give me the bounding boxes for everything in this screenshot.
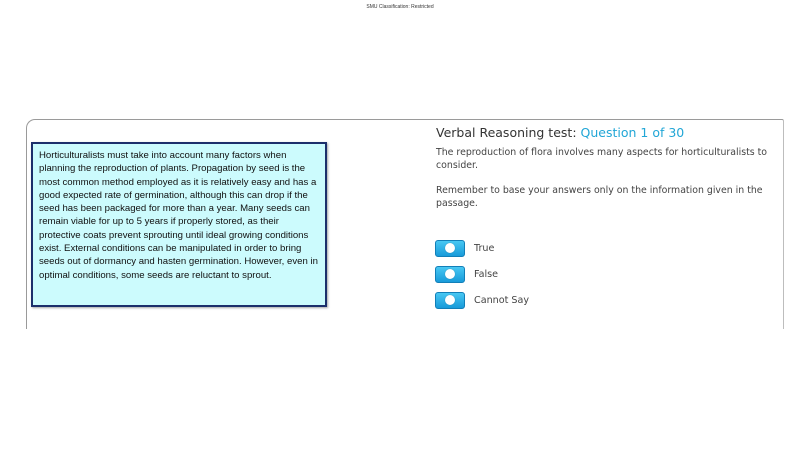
classification-label: SMU Classification: Restricted	[366, 4, 434, 10]
answer-option-cannot-say[interactable]	[435, 291, 529, 309]
radio-circle-icon	[445, 269, 455, 279]
question-number: Question 1 of 30	[580, 125, 685, 140]
radio-circle-icon	[445, 243, 455, 253]
question-statement: The reproduction of flora involves many aspects for horticulturalists to consider.	[436, 147, 768, 171]
reading-passage: Horticulturalists must take into account many factors when planning the reproduction of plants. Propagation by seed is the most common method employed as it is relatively easy and has a good expected rate of germination, although this can drop if the seed has been packaged for more than a year. Many seeds can remain viable for up to 5 years if properly stored, as their protective coats prevent sprouting until ideal growing conditions exist. External conditions can be manipulated in order to bring seeds out of dormancy and hasten germination. However, even in optimal conditions, some seeds are reluctant to sprout.	[31, 142, 327, 307]
option-toggle-true[interactable]	[435, 240, 465, 257]
answer-option-true[interactable]	[435, 239, 494, 257]
option-label-false: False	[474, 268, 499, 280]
option-toggle-cannot-say[interactable]	[435, 292, 465, 309]
question-instruction: Remember to base your answers only on the information given in the passage.	[436, 185, 763, 209]
option-label-cannot-say: Cannot Say	[474, 294, 530, 306]
option-toggle-false[interactable]	[435, 266, 465, 283]
test-name: Verbal Reasoning test:	[436, 125, 577, 140]
answer-option-false[interactable]	[435, 265, 498, 283]
question-header	[436, 125, 684, 140]
option-label-true: True	[474, 242, 495, 254]
radio-circle-icon	[445, 295, 455, 305]
